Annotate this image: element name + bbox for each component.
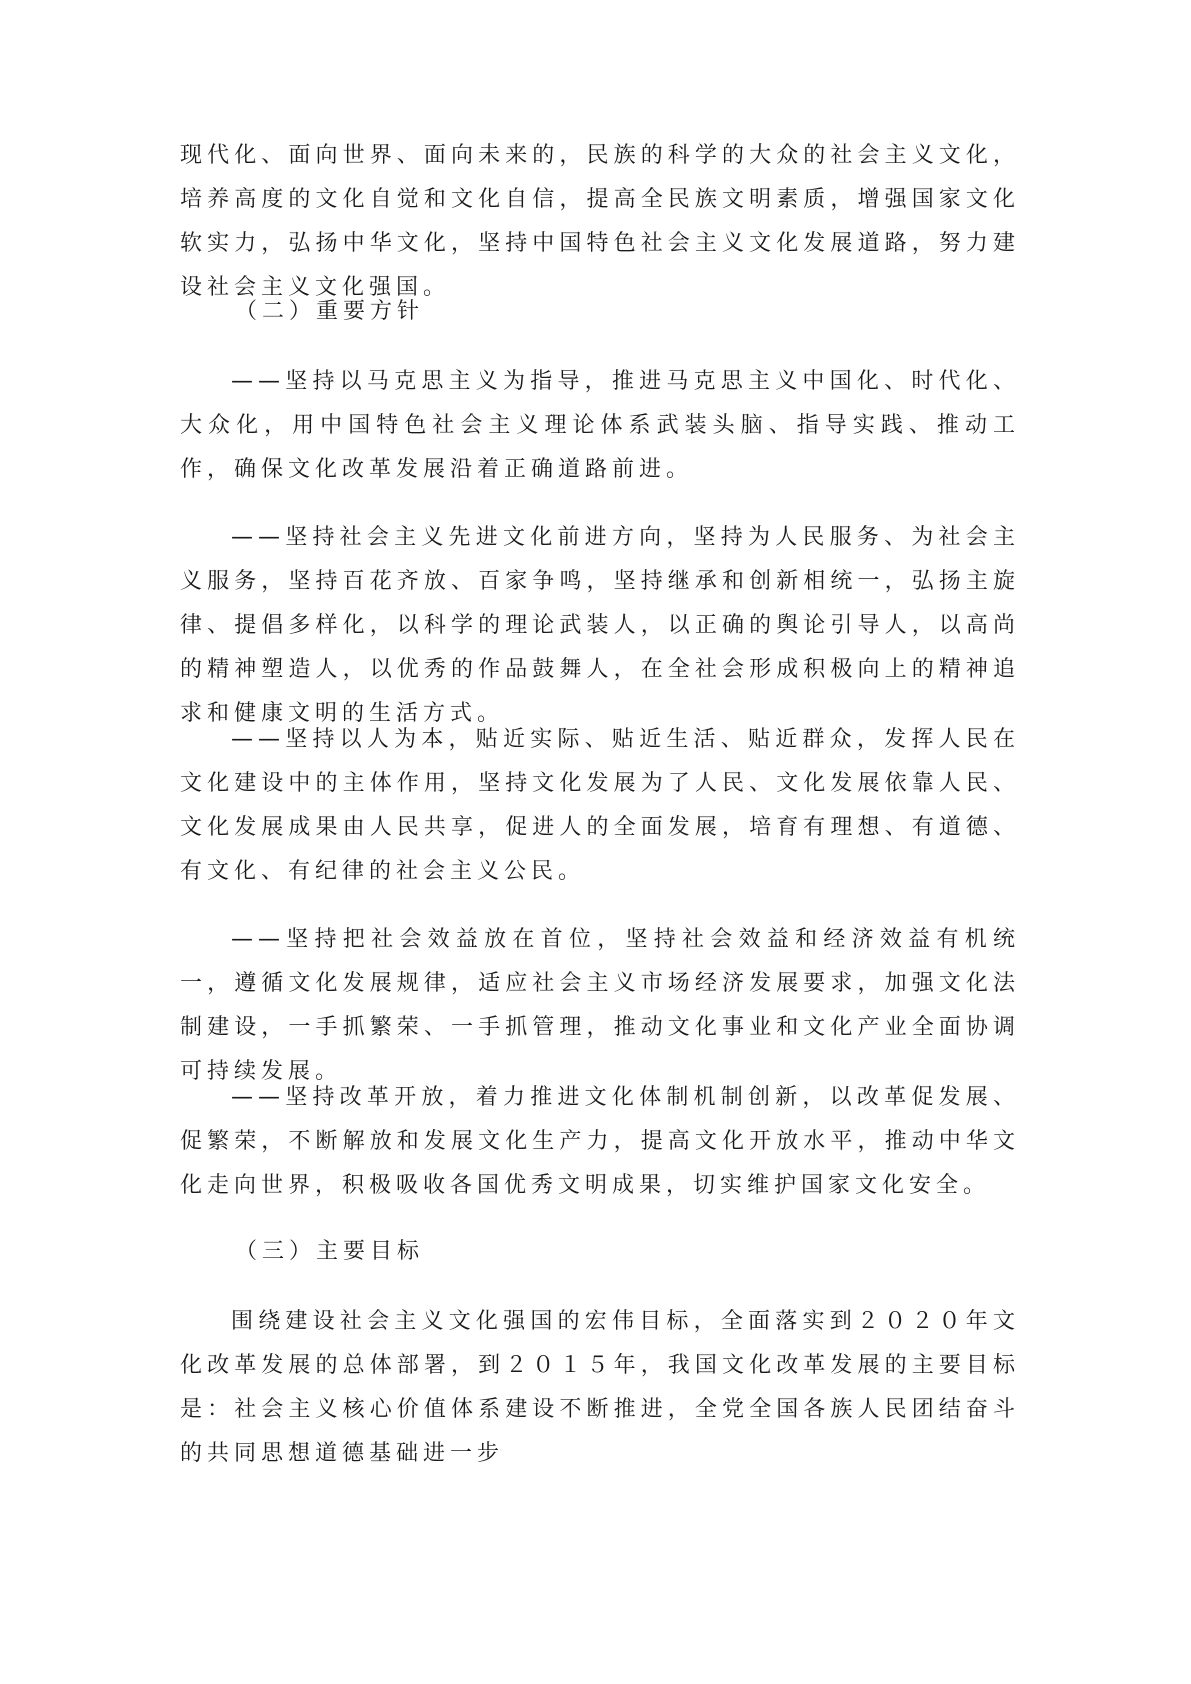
paragraph-principle-marxism: ——坚持以马克思主义为指导，推进马克思主义中国化、时代化、大众化，用中国特色社会主义理论体系武装头脑、指导实践、推动工作，确保文化改革发展沿着正确道路前进。 [180, 369, 1020, 482]
paragraph-principle-social-benefit: ——坚持把社会效益放在首位，坚持社会效益和经济效益有机统一，遵循文化发展规律，适应社会主义市场经济发展要求，加强文化法制建设，一手抓繁荣、一手抓管理，推动文化事业和文化产业全面协调可持续发展。 [180, 927, 1020, 1084]
paragraph-main-goals: 围绕建设社会主义文化强国的宏伟目标，全面落实到２０２０年文化改革发展的总体部署，到２０１５年，我国文化改革发展的主要目标是：社会主义核心价值体系建设不断推进，全党全国各族人民团结奋斗的共同思想道德基础进一步 [180, 1309, 1020, 1466]
paragraph-principle-advanced-culture: ——坚持社会主义先进文化前进方向，坚持为人民服务、为社会主义服务，坚持百花齐放、百家争鸣，坚持继承和创新相统一，弘扬主旋律、提倡多样化，以科学的理论武装人，以正确的舆论引导人，以高尚的精神塑造人，以优秀的作品鼓舞人，在全社会形成积极向上的精神追求和健康文明的生活方式。 [180, 525, 1020, 726]
paragraph-principle-people-oriented: ——坚持以人为本，贴近实际、贴近生活、贴近群众，发挥人民在文化建设中的主体作用，坚持文化发展为了人民、文化发展依靠人民、文化发展成果由人民共享，促进人的全面发展，培育有理想、有道德、有文化、有纪律的社会主义公民。 [180, 727, 1020, 884]
paragraph-intro-continuation: 现代化、面向世界、面向未来的，民族的科学的大众的社会主义文化，培养高度的文化自觉和文化自信，提高全民族文明素质，增强国家文化软实力，弘扬中华文化，坚持中国特色社会主义文化发展道路，努力建设社会主义文化强国。 [180, 143, 1020, 300]
paragraph-principle-reform-opening: ——坚持改革开放，着力推进文化体制机制创新，以改革促发展、促繁荣，不断解放和发展文化生产力，提高文化开放水平，推动中华文化走向世界，积极吸收各国优秀文明成果，切实维护国家文化安全。 [180, 1085, 1020, 1198]
section-heading-important-principles: （二）重要方针 [235, 299, 425, 324]
section-heading-main-goals: （三）主要目标 [235, 1239, 425, 1264]
